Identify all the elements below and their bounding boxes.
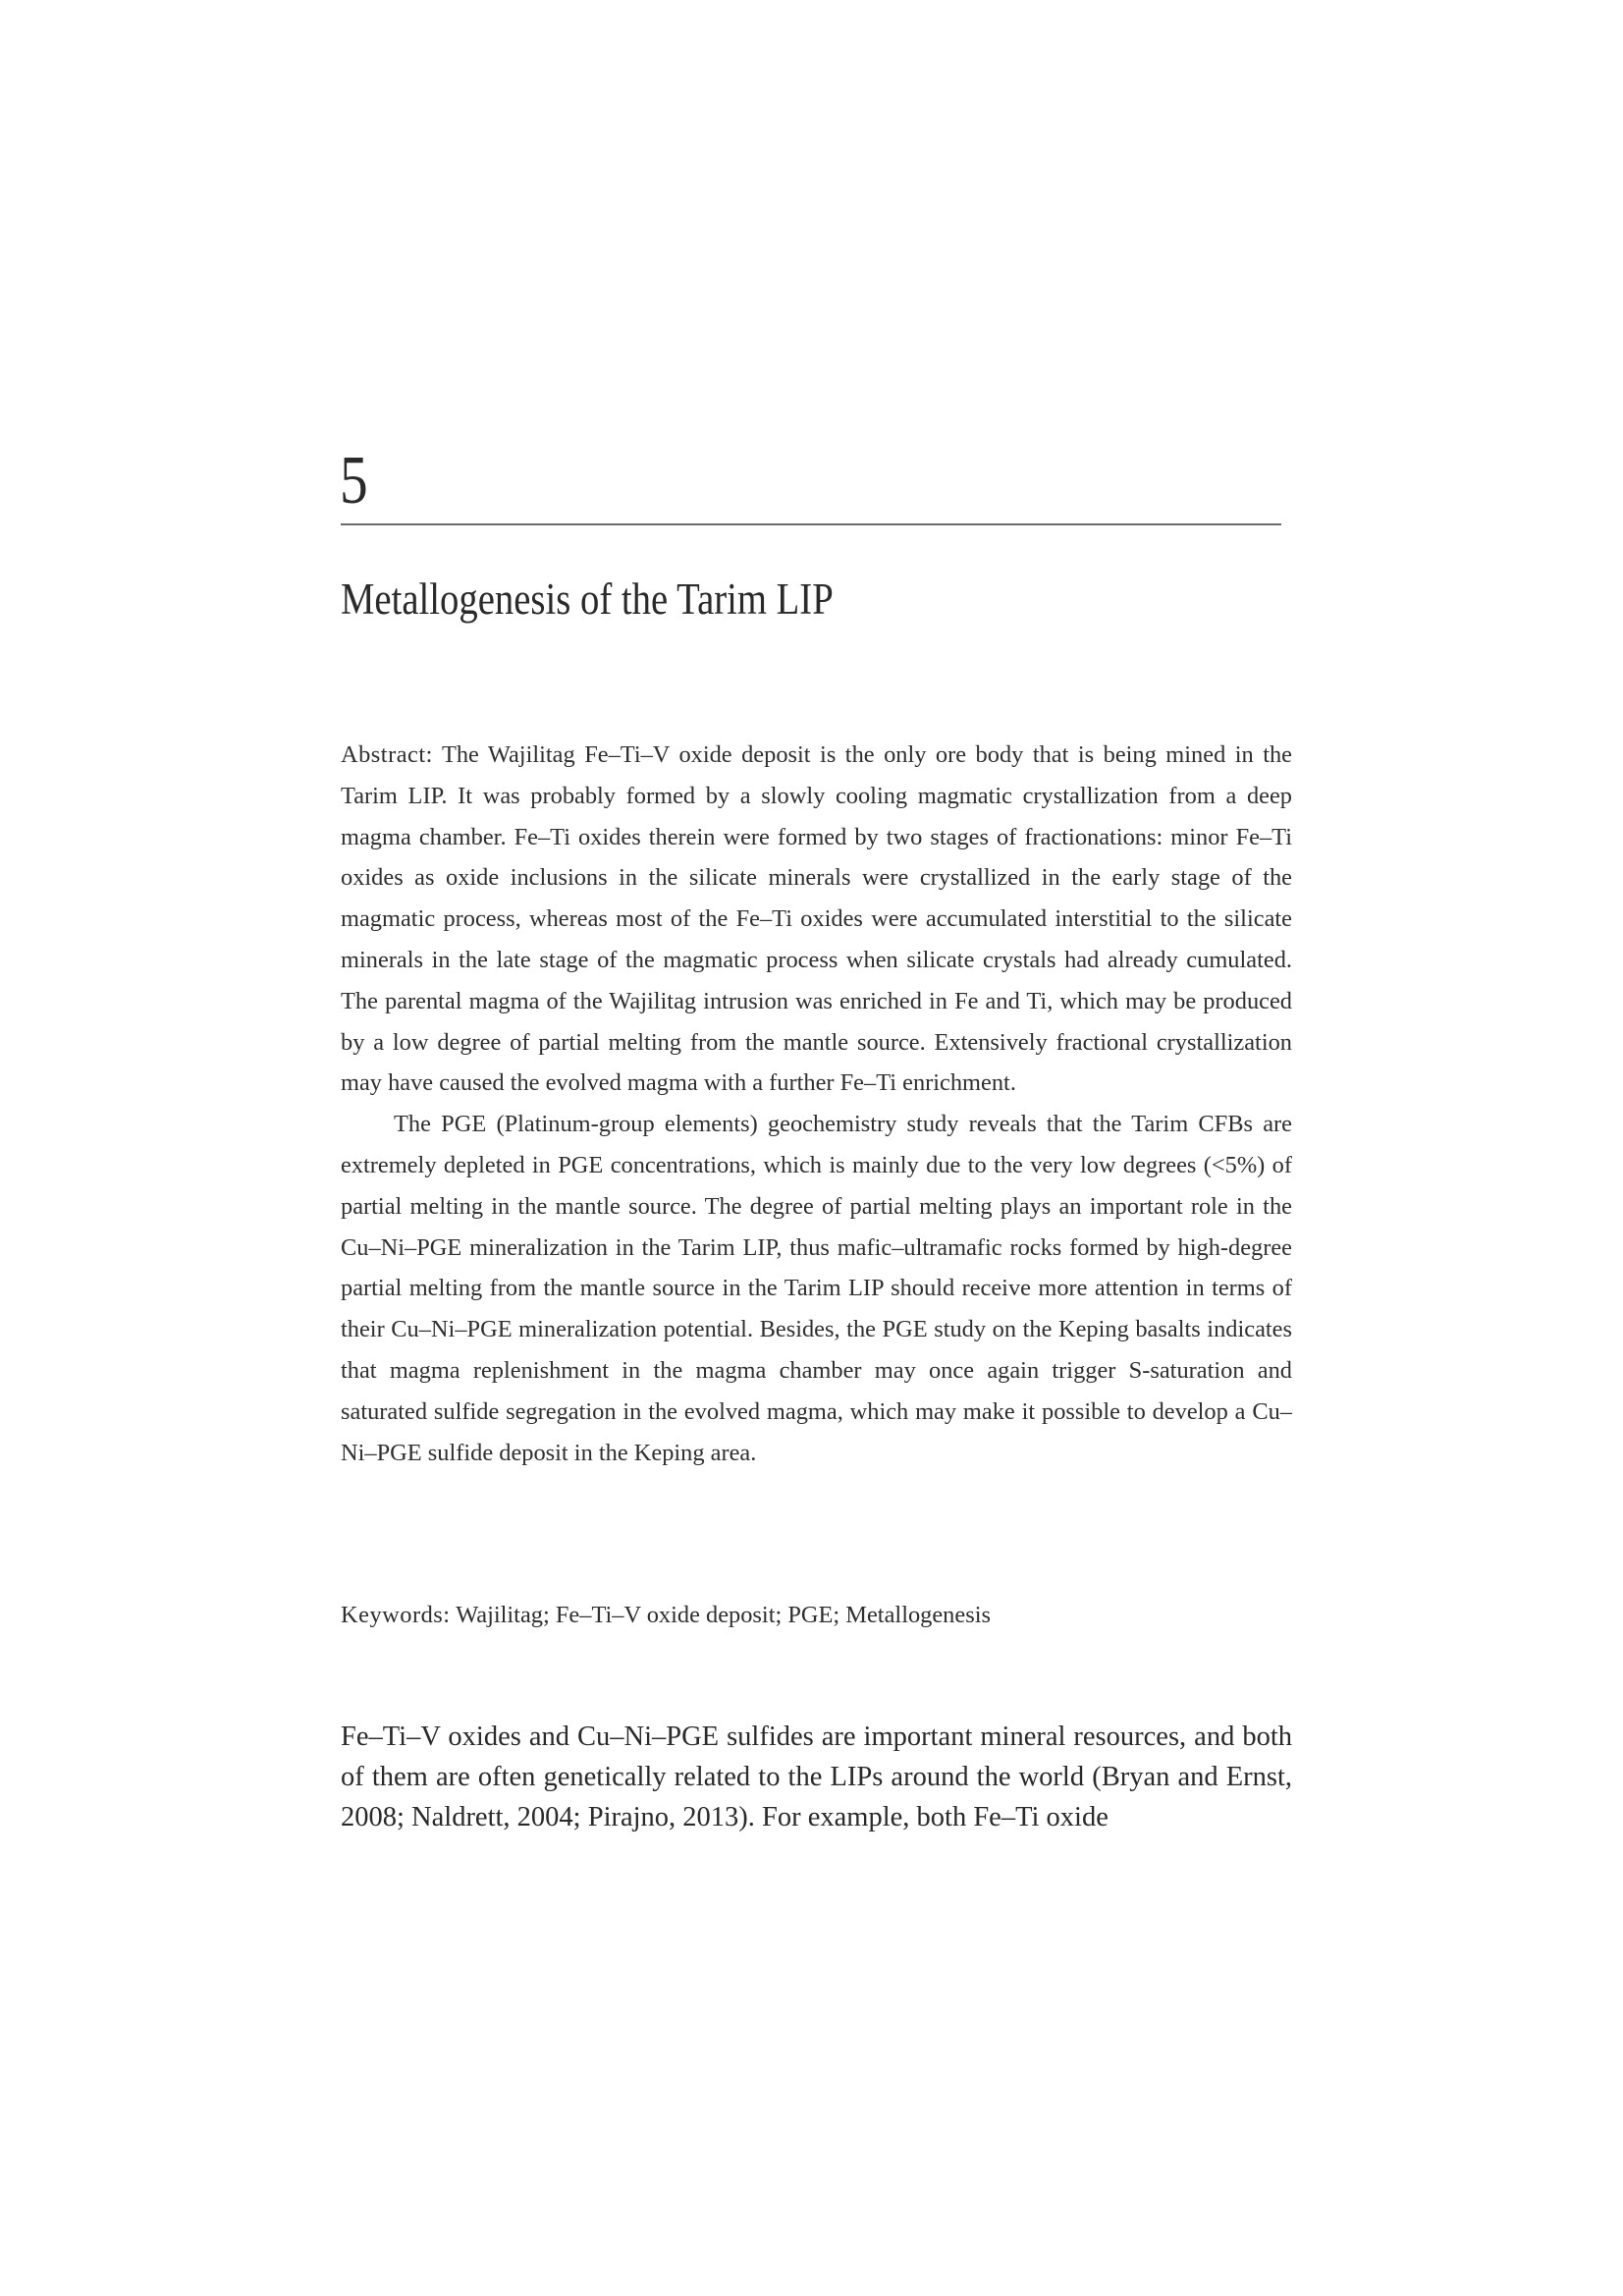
abstract-text-1: The Wajilitag Fe–Ti–V oxide deposit is the only ore body that is being mined in the Tarim LIP. It was probably formed by a slowly cooling magmatic crystallization from a deep magma chamber. Fe–Ti oxides therein were formed by two stages of fractionations: minor Fe–Ti oxides as oxide inclusions in the silicate minerals were crystallized in the early stage of the magmatic process, whereas most of the Fe–Ti oxides were accumulated interstitial to the silicate minerals in the late stage of the magmatic process when silicate crystals had already cumulated. The parental magma of the Wajilitag intrusion was enriched in Fe and Ti, which may be produced by a low degree of partial melting from the mantle source. Extensively fractional crystallization may have caused the evolved magma with a further Fe–Ti enrichment.	[341, 741, 1292, 1097]
chapter-number: 5	[340, 443, 368, 519]
body-section	[341, 1717, 1292, 1837]
abstract-label: Abstract:	[341, 741, 433, 768]
chapter-divider	[341, 523, 1281, 525]
abstract-section	[341, 735, 1292, 1473]
body-paragraph: Fe–Ti–V oxides and Cu–Ni–PGE sulfides are important mineral resources, and both of them are often genetically related to the LIPs around the world (Bryan and Ernst, 2008; Naldrett, 2004; Pirajno, 2013). For example, both Fe–Ti oxide	[341, 1722, 1292, 1832]
abstract-paragraph-1	[341, 735, 1292, 1104]
keywords-line	[341, 1595, 1292, 1636]
keywords-label: Keywords:	[341, 1602, 451, 1628]
abstract-paragraph-2: The PGE (Platinum-group elements) geochemistry study reveals that the Tarim CFBs are extremely depleted in PGE concentrations, which is mainly due to the very low degrees (<5%) of partial melting in the mantle source. The degree of partial melting plays an important role in the Cu–Ni–PGE mineralization in the Tarim LIP, thus mafic–ultramafic rocks formed by high-degree partial melting from the mantle source in the Tarim LIP should receive more attention in terms of their Cu–Ni–PGE mineralization potential. Besides, the PGE study on the Keping basalts indicates that magma replenishment in the magma chamber may once again trigger S-saturation and saturated sulfide segregation in the evolved magma, which may make it possible to develop a Cu–Ni–PGE sulfide deposit in the Keping area.	[341, 1111, 1292, 1466]
keywords-text: Wajilitag; Fe–Ti–V oxide deposit; PGE; Metallogenesis	[450, 1602, 991, 1628]
chapter-title: Metallogenesis of the Tarim LIP	[341, 574, 834, 624]
